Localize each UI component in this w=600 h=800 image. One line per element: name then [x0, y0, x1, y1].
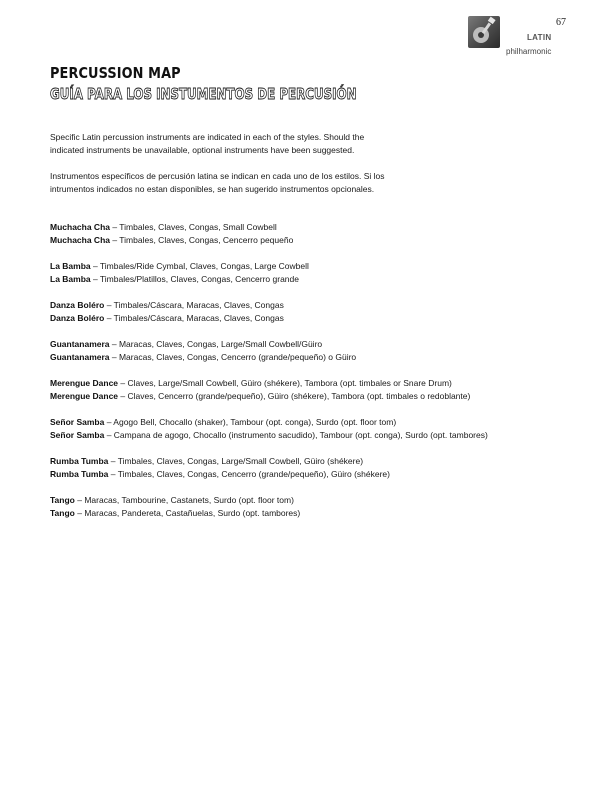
page-title: PERCUSSION MAP — [50, 64, 181, 82]
intro-english — [50, 131, 590, 157]
style-name: Merengue Dance — [50, 391, 119, 401]
style-group-tango — [50, 494, 590, 520]
style-instruments: – Campana de agogo, Chocallo (instrumento sacudido), Tambour (opt. conga), Surdo (opt. tambores) — [104, 430, 488, 440]
style-name: Guantanamera — [50, 352, 110, 362]
percussion-style-list — [50, 221, 590, 533]
style-group-guantanamera — [50, 338, 590, 364]
style-line-english — [50, 377, 590, 390]
style-instruments: – Maracas, Claves, Congas, Large/Small Cowbell/Güiro — [109, 339, 323, 349]
intro-spanish — [50, 170, 590, 196]
style-line-english — [50, 455, 590, 468]
style-instruments: – Timbales/Cáscara, Maracas, Claves, Congas — [104, 300, 284, 310]
style-line-spanish — [50, 273, 590, 286]
style-group-muchacha-cha — [50, 221, 590, 247]
style-instruments: – Timbales/Platillos, Claves, Congas, Cencerro grande — [90, 274, 299, 284]
style-group-la-bamba — [50, 260, 590, 286]
style-instruments: – Timbales/Cáscara, Maracas, Claves, Congas — [104, 313, 284, 323]
style-group-merengue-dance — [50, 377, 590, 403]
style-name: Rumba Tumba — [50, 456, 109, 466]
style-group-danza-bolero — [50, 299, 590, 325]
style-group-rumba-tumba — [50, 455, 590, 481]
style-name: Merengue Dance — [50, 378, 119, 388]
style-name: Danza Boléro — [50, 300, 105, 310]
guitar-logo-icon — [468, 16, 500, 48]
style-line-english — [50, 416, 590, 429]
style-line-spanish — [50, 234, 590, 247]
style-line-english — [50, 494, 590, 507]
style-line-spanish — [50, 390, 590, 403]
style-line-spanish — [50, 429, 590, 442]
style-instruments: – Timbales, Claves, Congas, Large/Small Cowbell, Güiro (shékere) — [108, 456, 364, 466]
style-instruments: – Timbales, Claves, Congas, Cencerro (grande/pequeño), Güiro (shékere) — [108, 469, 390, 479]
style-line-english — [50, 338, 590, 351]
series-logo — [468, 16, 554, 56]
logo-title: LATIN — [527, 33, 552, 42]
style-name: Guantanamera — [50, 339, 110, 349]
intro-spanish-line-1: Instrumentos específicos de percusión latina se indican en cada uno de los estilos. Si los — [50, 171, 385, 181]
style-group-senor-samba — [50, 416, 590, 442]
logo-subtitle: philharmonic — [506, 47, 552, 56]
style-instruments: – Timbales, Claves, Congas, Small Cowbell — [110, 222, 277, 232]
style-line-spanish — [50, 351, 590, 364]
style-line-spanish — [50, 468, 590, 481]
intro-english-line-1: Specific Latin percussion instruments are indicated in each of the styles. Should the — [50, 132, 365, 142]
style-name: Danza Boléro — [50, 313, 105, 323]
style-instruments: – Maracas, Claves, Congas, Cencerro (grande/pequeño) o Güiro — [109, 352, 357, 362]
style-instruments: – Maracas, Pandereta, Castañuelas, Surdo (opt. tambores) — [74, 508, 301, 518]
page-subtitle: GUÍA PARA LOS INSTUMENTOS DE PERCUSIÓN — [50, 85, 357, 103]
style-name: La Bamba — [50, 274, 91, 284]
style-line-english — [50, 221, 590, 234]
style-instruments: – Claves, Large/Small Cowbell, Güiro (shékere), Tambora (opt. timbales or Snare Drum) — [118, 378, 452, 388]
style-line-english — [50, 260, 590, 273]
style-line-spanish — [50, 507, 590, 520]
style-name: Señor Samba — [50, 430, 105, 440]
style-instruments: – Claves, Cencerro (grande/pequeño), Güiro (shékere), Tambora (opt. timbales o redoblante) — [118, 391, 471, 401]
style-instruments: – Agogo Bell, Chocallo (shaker), Tambour (opt. conga), Surdo (opt. floor tom) — [104, 417, 397, 427]
style-instruments: – Maracas, Tambourine, Castanets, Surdo (opt. floor tom) — [74, 495, 294, 505]
style-name: Rumba Tumba — [50, 469, 109, 479]
style-line-english — [50, 299, 590, 312]
page-number: 67 — [556, 17, 566, 28]
style-name: Muchacha Cha — [50, 235, 110, 245]
style-instruments: – Timbales, Claves, Congas, Cencerro pequeño — [110, 235, 294, 245]
style-name: Tango — [50, 508, 75, 518]
intro-spanish-line-2: intrumentos indicados no estan disponibles, se han sugerido instrumentos opcionales. — [50, 184, 375, 194]
intro-english-line-2: indicated instruments be unavailable, optional instruments have been suggested. — [50, 145, 355, 155]
style-line-spanish — [50, 312, 590, 325]
style-name: Señor Samba — [50, 417, 105, 427]
style-instruments: – Timbales/Ride Cymbal, Claves, Congas, Large Cowbell — [90, 261, 309, 271]
style-name: La Bamba — [50, 261, 91, 271]
style-name: Tango — [50, 495, 75, 505]
style-name: Muchacha Cha — [50, 222, 110, 232]
